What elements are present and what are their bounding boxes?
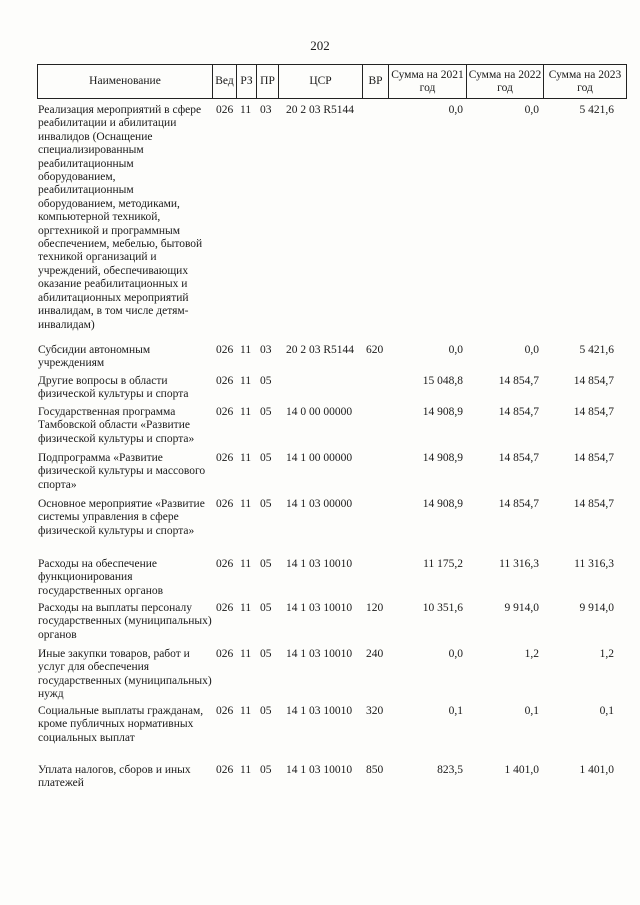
- row-pr: 05: [260, 406, 272, 418]
- row-sum-2021: 0,0: [448, 648, 463, 660]
- row-vr: 320: [366, 705, 384, 717]
- row-sum-2023: 14 854,7: [573, 452, 614, 464]
- row-sum-2022: 11 316,3: [499, 558, 539, 570]
- row-name: Социальные выплаты гражданам, кроме публичных нормативных социальных выплат: [38, 705, 204, 744]
- row-sum-2023: 14 854,7: [573, 498, 614, 510]
- row-rz: 11: [240, 452, 252, 464]
- row-sum-2021: 14 908,9: [422, 406, 463, 418]
- row-rz: 11: [240, 764, 252, 776]
- row-rz: 11: [240, 375, 252, 387]
- row-sum-2022: 0,0: [524, 344, 539, 356]
- row-ved: 026: [216, 104, 234, 116]
- row-sum-2023: 5 421,6: [579, 344, 614, 356]
- row-rz: 11: [240, 648, 252, 660]
- row-vr: 620: [366, 344, 384, 356]
- row-name: Субсидии автономным учреждениям: [38, 344, 151, 370]
- row-ved: 026: [216, 602, 234, 614]
- row-name: Основное мероприятие «Развитие системы управления в сфере физической культуры и спорта»: [38, 498, 205, 537]
- row-sum-2022: 14 854,7: [498, 406, 539, 418]
- row-sum-2023: 1 401,0: [579, 764, 614, 776]
- row-csr: 14 1 00 00000: [286, 452, 353, 464]
- row-ved: 026: [216, 344, 234, 356]
- header-sum-2022: Сумма на 2022 год: [467, 65, 544, 99]
- row-sum-2021: 14 908,9: [422, 498, 463, 510]
- header-rz: РЗ: [237, 65, 257, 99]
- header-ved: Вед: [213, 65, 237, 99]
- row-vr: 850: [366, 764, 384, 776]
- row-rz: 11: [240, 406, 252, 418]
- row-sum-2021: 11 175,2: [423, 558, 463, 570]
- row-pr: 05: [260, 558, 272, 570]
- row-sum-2023: 1,2: [599, 648, 614, 660]
- row-sum-2021: 823,5: [437, 764, 463, 776]
- row-sum-2021: 14 908,9: [422, 452, 463, 464]
- row-pr: 05: [260, 705, 272, 717]
- row-ved: 026: [216, 764, 234, 776]
- header-sum-2021: Сумма на 2021 год: [389, 65, 467, 99]
- row-sum-2021: 0,0: [448, 104, 463, 116]
- row-rz: 11: [240, 344, 252, 356]
- row-sum-2023: 9 914,0: [579, 602, 614, 614]
- header-vr: ВР: [363, 65, 389, 99]
- row-pr: 05: [260, 375, 272, 387]
- row-pr: 05: [260, 764, 272, 776]
- header-csr: ЦСР: [279, 65, 363, 99]
- row-sum-2021: 0,0: [448, 344, 463, 356]
- row-sum-2021: 0,1: [448, 705, 463, 717]
- header-sum-2023: Сумма на 2023 год: [544, 65, 627, 99]
- row-name: Иные закупки товаров, работ и услуг для обеспечения государственных (муниципальных) нужд: [38, 648, 212, 701]
- row-sum-2021: 15 048,8: [422, 375, 463, 387]
- page-number: 202: [310, 38, 330, 53]
- row-csr: 20 2 03 R5144: [286, 104, 355, 116]
- row-csr: 14 1 03 10010: [286, 705, 353, 717]
- row-pr: 05: [260, 452, 272, 464]
- row-sum-2023: 5 421,6: [579, 104, 614, 116]
- header-pr: ПР: [257, 65, 279, 99]
- row-ved: 026: [216, 498, 234, 510]
- row-name: Уплата налогов, сборов и иных платежей: [38, 764, 191, 790]
- row-pr: 03: [260, 344, 272, 356]
- row-sum-2023: 11 316,3: [574, 558, 614, 570]
- row-rz: 11: [240, 602, 252, 614]
- row-rz: 11: [240, 558, 252, 570]
- row-sum-2022: 0,0: [524, 104, 539, 116]
- header-name: Наименование: [38, 65, 213, 99]
- row-ved: 026: [216, 406, 234, 418]
- row-vr: 120: [366, 602, 384, 614]
- row-name: Государственная программа Тамбовской области «Развитие физической культуры и спорта»: [38, 406, 195, 445]
- row-csr: 20 2 03 R5144: [286, 344, 355, 356]
- row-pr: 05: [260, 648, 272, 660]
- row-pr: 05: [260, 498, 272, 510]
- row-ved: 026: [216, 648, 234, 660]
- row-name: Расходы на выплаты персоналу государственных (муниципальных) органов: [38, 602, 212, 641]
- row-sum-2022: 14 854,7: [498, 375, 539, 387]
- row-sum-2022: 0,1: [524, 705, 539, 717]
- row-name: Другие вопросы в области физической культуры и спорта: [38, 375, 189, 401]
- row-ved: 026: [216, 452, 234, 464]
- row-csr: 14 1 03 00000: [286, 498, 353, 510]
- row-name: Реализация мероприятий в сфере реабилитации и абилитации инвалидов (Оснащение специализированным реабилитационным оборудованием, реабилитационным оборудованием, методиками, компьютерной техникой, оргтехникой и программным обеспечением, мебелью, бытовой техникой организаций и учреждений, обеспечивающих оказание реабилитационных и абилитационных мероприятий инвалидам, в том числе детям-инвалидам): [38, 104, 203, 331]
- row-csr: 14 1 03 10010: [286, 558, 353, 570]
- row-sum-2022: 1 401,0: [504, 764, 539, 776]
- row-rz: 11: [240, 104, 252, 116]
- row-sum-2023: 0,1: [599, 705, 614, 717]
- row-csr: 14 0 00 00000: [286, 406, 353, 418]
- row-ved: 026: [216, 375, 234, 387]
- row-sum-2022: 14 854,7: [498, 452, 539, 464]
- row-csr: 14 1 03 10010: [286, 648, 353, 660]
- row-name: Подпрограмма «Развитие физической культуры и массового спорта»: [38, 452, 206, 491]
- row-sum-2022: 1,2: [524, 648, 539, 660]
- row-sum-2023: 14 854,7: [573, 406, 614, 418]
- row-pr: 05: [260, 602, 272, 614]
- row-rz: 11: [240, 705, 252, 717]
- row-sum-2023: 14 854,7: [573, 375, 614, 387]
- row-rz: 11: [240, 498, 252, 510]
- row-csr: 14 1 03 10010: [286, 602, 353, 614]
- row-vr: 240: [366, 648, 384, 660]
- row-ved: 026: [216, 558, 234, 570]
- row-sum-2021: 10 351,6: [422, 602, 463, 614]
- row-ved: 026: [216, 705, 234, 717]
- row-name: Расходы на обеспечение функционирования государственных органов: [38, 558, 164, 597]
- row-sum-2022: 14 854,7: [498, 498, 539, 510]
- row-pr: 03: [260, 104, 272, 116]
- row-csr: 14 1 03 10010: [286, 764, 353, 776]
- row-sum-2022: 9 914,0: [504, 602, 539, 614]
